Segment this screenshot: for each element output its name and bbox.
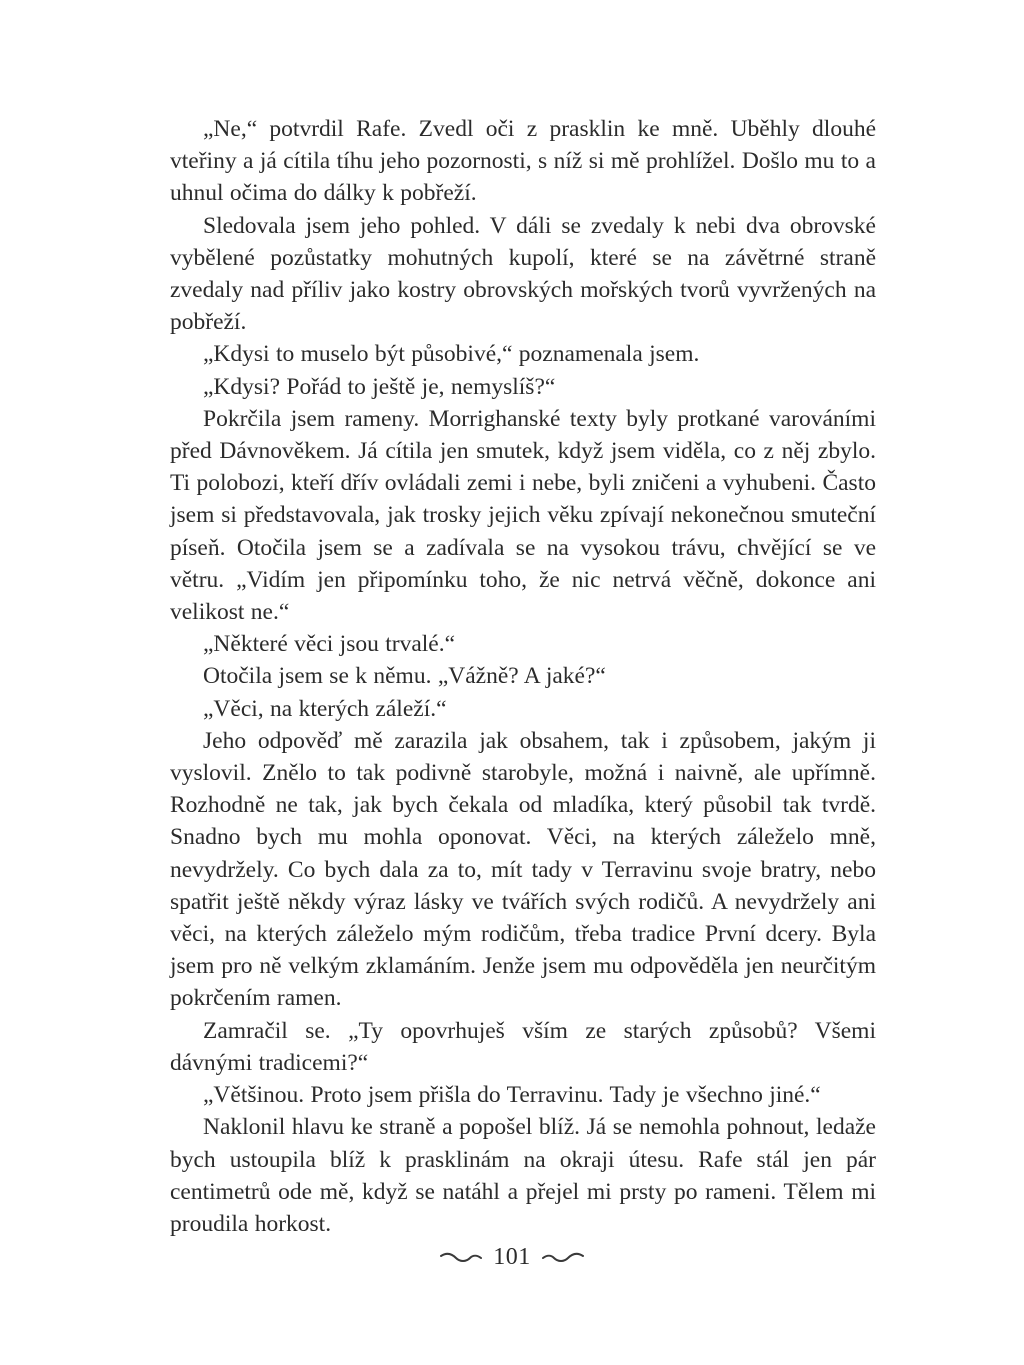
paragraph-8: „Věci, na kterých záleží.“ [203,695,447,722]
page-number: 101 [493,1243,531,1270]
page-footer [0,1237,1024,1277]
paragraph-9: Jeho odpověď mě zarazila jak obsahem, tak i způsobem, jakým ji vyslovil. Znělo to tak podivně starobyle, možná i naivně, ale upřímně. Rozhodně ne tak, jak bych čekala od mladíka, který působil tak tvrdě. Snadno bych mu mohla oponovat. Věci, na kterých záleželo mně, nevydržely. Co bych dala za to, mít tady v Terravinu svoje bratry, nebo spatřit ještě někdy výraz lásky ve tvářích svých rodičů. A nevydržely ani věci, na kterých záleželo mým rodičům, třeba tradice První dcery. Byla jsem pro ně velkým zklamáním. Jenže jsem mu odpověděla jen neurčitým pokrčením ramen. [170,727,876,1012]
paragraph-6: „Některé věci jsou trvalé.“ [203,631,456,658]
paragraph-11: „Většinou. Proto jsem přišla do Terravinu. Tady je všechno jiné.“ [203,1082,821,1109]
page-text-block [170,113,876,1240]
paragraph-1: „Ne,“ potvrdil Rafe. Zvedl oči z prasklin ke mně. Uběhly dlouhé vteřiny a já cítila tíhu jeho pozornosti, s níž si mě prohlížel. Došlo mu to a uhnul očima do dálky k pobřeží. [170,116,876,207]
paragraph-7: Otočila jsem se k němu. „Vážně? A jaké?“ [203,663,606,690]
left-swash-ornament-icon [439,1250,483,1264]
paragraph-3: „Kdysi to muselo být působivé,“ poznamenala jsem. [203,341,700,368]
paragraph-12: Naklonil hlavu ke straně a popošel blíž. Já se nemohla pohnout, ledaže bych ustoupila blíž k prasklinám na okraji útesu. Rafe stál jen pár centimetrů ode mě, když se natáhl a přejel mi prsty po rameni. Tělem mi proudila horkost. [170,1114,876,1237]
paragraph-5: Pokrčila jsem rameny. Morrighanské texty byly protkané varováními před Dávnověkem. Já cítila jen smutek, když jsem viděla, co z něj zbylo. Ti polobozi, kteří dřív ovládali zemi i nebe, byli zničeni a vyhubeni. Často jsem si představovala, jak trosky jejich věku zpívají nekonečnou smuteční píseň. Otočila jsem se a zadívala se na vysokou trávu, chvějící se ve větru. „Vidím jen připomínku toho, že nic netrvá věčně, dokonce ani velikost ne.“ [170,405,876,626]
right-swash-ornament-icon [541,1250,585,1264]
paragraph-10: Zamračil se. „Ty opovrhuješ vším ze starých způsobů? Všemi dávnými tradicemi?“ [170,1017,876,1076]
paragraph-2: Sledovala jsem jeho pohled. V dáli se zvedaly k nebi dva obrovské vybělené pozůstatky mohutných kupolí, které se na závětrné straně zvedaly nad příliv jako kostry obrovských mořských tvorů vyvržených na pobřeží. [170,212,876,336]
paragraph-4: „Kdysi? Pořád to ještě je, nemyslíš?“ [203,373,556,400]
